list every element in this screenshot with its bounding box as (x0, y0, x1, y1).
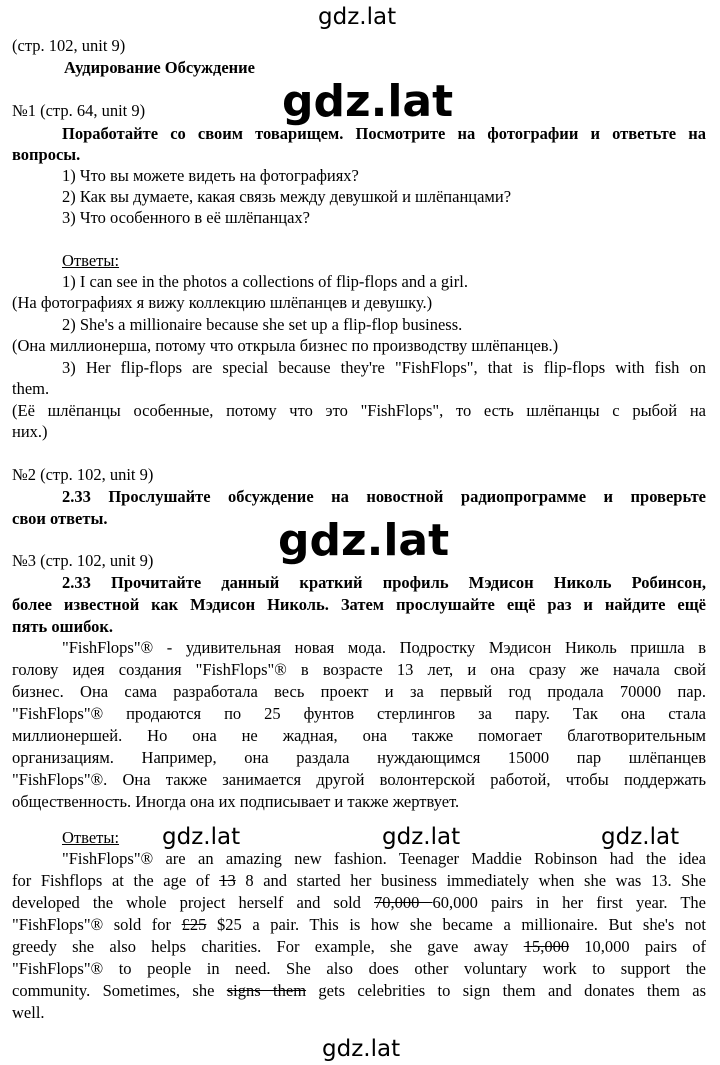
page-ref: (стр. 102, unit 9) (12, 36, 126, 55)
ex1-ref: №1 (стр. 64, unit 9) (12, 101, 146, 120)
ex3-answers-label: Ответы: (62, 828, 120, 847)
ex3-answer-line: greedy she also helps charities. For example, she gave away 15,000 10,000 pairs of (12, 937, 706, 956)
page-title: Аудирование Обсуждение (64, 58, 255, 77)
watermark-answers-3: gdz.lat (601, 824, 680, 850)
ex3-ref: №3 (стр. 102, unit 9) (12, 551, 154, 570)
ex1-answers-label: Ответы: (62, 251, 120, 270)
ex2-task-line2: свои ответы. (12, 509, 108, 528)
ex1-answer-2-translation: (Она миллионерша, потому что открыла бизнес по производству шлёпанцев.) (12, 336, 559, 355)
ex3-answer-line: for Fishflops at the age of 13 8 and started her business immediately when she was 13. She (12, 871, 706, 890)
ex1-task-line2: вопросы. (12, 145, 81, 164)
ex2-ref: №2 (стр. 102, unit 9) (12, 465, 154, 484)
strikethrough-text: 15,000 (523, 937, 570, 956)
ex3-text-line: организациям. Например, она раздала нуждающимся 15000 пар шлёпанцев (12, 748, 706, 767)
ex2-task-line1: 2.33 Прослушайте обсуждение на новостной радиопрограмме и проверьте (62, 487, 706, 506)
ex3-task-line2: более известной как Мэдисон Николь. Затем прослушайте ещё раз и найдите ещё (12, 595, 706, 614)
ex3-answer-line: "FishFlops"® are an amazing new fashion. Teenager Maddie Robinson had the idea (62, 849, 706, 868)
strikethrough-text: £25 (181, 915, 207, 934)
ex3-text-line: "FishFlops"® продаются по 25 фунтов стерлингов за пару. Так она стала (12, 704, 706, 723)
watermark-bottom: gdz.lat (322, 1036, 401, 1062)
strikethrough-text: signs them (226, 981, 307, 1000)
ex1-answer-3-line2: them. (12, 379, 50, 398)
ex1-question-1: 1) Что вы можете видеть на фотографиях? (62, 166, 359, 185)
ex3-task-line3: пять ошибок. (12, 617, 113, 636)
strikethrough-text: 70,000 (374, 893, 433, 912)
watermark-answers-1: gdz.lat (162, 824, 241, 850)
ex1-answer-1: 1) I can see in the photos a collections of flip-flops and a girl. (62, 272, 468, 291)
ex3-text-line: бизнес. Она сама разработала весь проект и за первый год продала 70000 пар. (12, 682, 706, 701)
ex1-task-line1: Поработайте со своим товарищем. Посмотрите на фотографии и ответьте на (62, 124, 706, 143)
ex3-answer-line: "FishFlops"® to people in need. She also does other voluntary work to support the (12, 959, 706, 978)
ex3-profile-text (12, 637, 706, 813)
watermark-answers-2: gdz.lat (382, 824, 461, 850)
ex1-answer-3-translation-line1: (Её шлёпанцы особенные, потому что это "FishFlops", то есть шлёпанцы с рыбой на (12, 401, 706, 420)
ex3-answer-line: well. (12, 1003, 45, 1022)
ex3-answer-line: community. Sometimes, she signs them gets celebrities to sign them and donates them as (12, 981, 706, 1000)
ex1-answer-1-translation: (На фотографиях я вижу коллекцию шлёпанцев и девушку.) (12, 293, 433, 312)
ex3-answer-line: developed the whole project herself and sold 70,000 60,000 pairs in her first year. The (12, 893, 706, 912)
ex1-answer-2: 2) She's a millionaire because she set up a flip-flop business. (62, 315, 463, 334)
watermark-large-1: gdz.lat (282, 76, 454, 127)
ex3-text-line: "FishFlops"® - удивительная новая мода. Подростку Мэдисон Николь пришла в (62, 638, 706, 657)
ex3-text-line: "FishFlops"®. Она также занимается другой волонтерской работой, чтобы поддержать (12, 770, 706, 789)
watermark-top: gdz.lat (318, 4, 397, 30)
ex3-answer-text (12, 848, 706, 1024)
ex1-answer-3-translation-line2: них.) (12, 422, 48, 441)
strikethrough-text: 13 (219, 871, 236, 890)
ex3-task-line1: 2.33 Прочитайте данный краткий профиль Мэдисон Николь Робинсон, (62, 573, 706, 592)
ex1-question-3: 3) Что особенного в её шлёпанцах? (62, 208, 310, 227)
ex3-text-line: голову идея создания "FishFlops"® в возрасте 13 лет, и она сразу же начала свой (12, 660, 706, 679)
ex1-answer-3-line1: 3) Her flip-flops are special because they're "FishFlops", that is flip-flops with fish on (62, 358, 706, 377)
ex1-question-2: 2) Как вы думаете, какая связь между девушкой и шлёпанцами? (62, 187, 512, 206)
ex3-text-line: общественность. Иногда она их подписывает и также жертвует. (12, 792, 460, 811)
ex3-text-line: миллионершей. Но она не жадная, она также помогает благотворительным (12, 726, 706, 745)
ex3-answer-line: "FishFlops"® sold for £25 $25 a pair. This is how she became a millionaire. But she's not (12, 915, 706, 934)
watermark-large-2: gdz.lat (278, 515, 450, 566)
